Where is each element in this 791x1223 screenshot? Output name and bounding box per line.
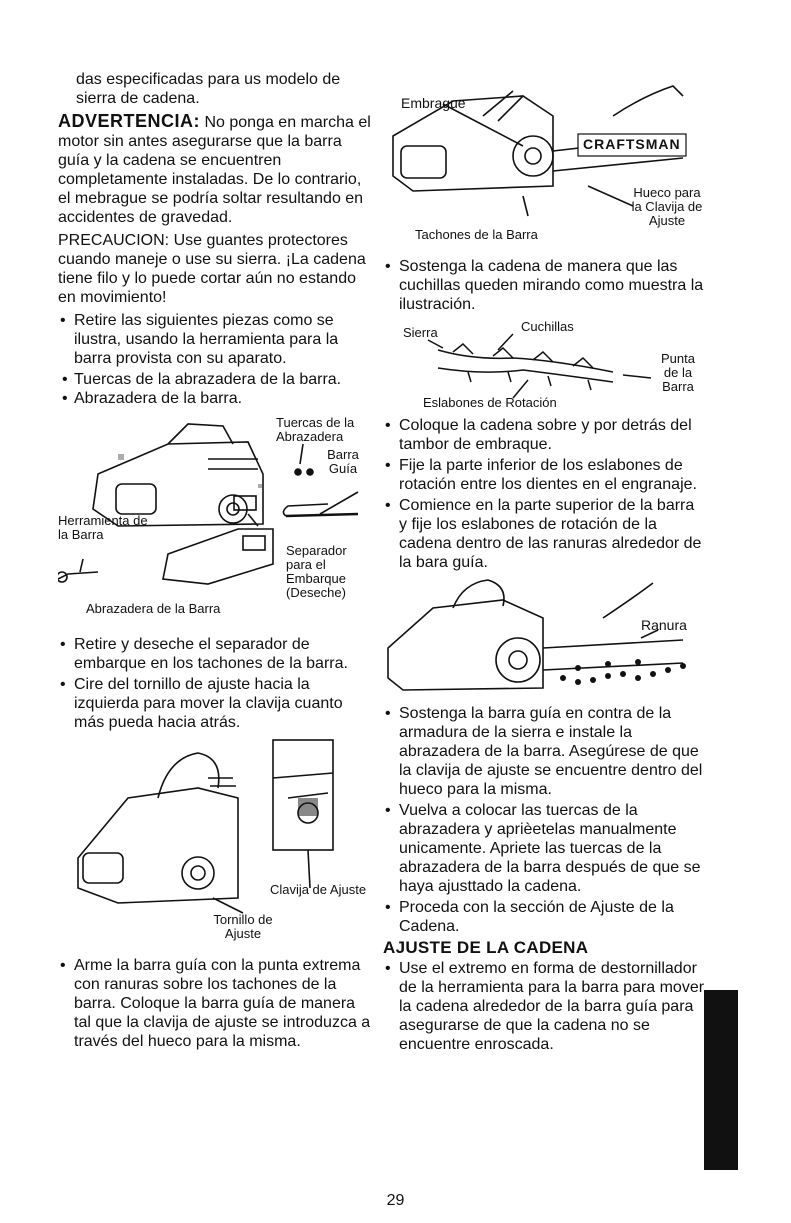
figure-remove-parts	[58, 414, 376, 629]
label-abrazadera: Abrazadera de la Barra	[86, 601, 221, 616]
intro-text: das especificadas para us modelo de sierra de cadena.	[76, 71, 341, 107]
step-coloque-cadena: • Coloque la cadena sobre y por detrás del tambor de embraque.	[383, 416, 705, 454]
label-clavija: Clavija de Ajuste	[269, 882, 367, 897]
label-embrague: Embrague	[401, 95, 466, 111]
step-arme-barra: • Arme la barra guía con la punta extrema con ranuras sobre los tachones de la barra. Coloque la barra guía de manera tal que la clavija de ajuste se introduzca a través del hueco para la misma.	[58, 956, 376, 1051]
section-title-ajuste: AJUSTE DE LA CADENA	[383, 938, 589, 957]
step-tornillo-ajuste: • Cire del tornillo de ajuste hacia la izquierda para mover la clavija cuanto más pueda hacia atrás.	[58, 675, 376, 732]
step-retire-piezas: • Retire las siguientes piezas como se ilustra, usando la herramienta para la barra provista con su aparato.	[58, 311, 376, 368]
label-herramienta: Herramienta de la Barra	[58, 513, 148, 542]
label-ranura: Ranura	[641, 617, 687, 633]
sub-tuercas: • Tuercas de la abrazadera de la barra.	[58, 370, 376, 389]
label-tuercas: Tuercas de la Abrazadera	[276, 415, 355, 444]
chapter-tab-marker	[704, 990, 738, 1170]
figure-adjust-screw	[58, 738, 376, 950]
figure-chain-links	[383, 320, 705, 410]
right-column	[383, 76, 705, 1056]
advertencia-title: ADVERTENCIA:	[58, 111, 201, 131]
page-number: 29	[386, 1192, 405, 1209]
step-sostenga-cadena: • Sostenga la cadena de manera que las cuchillas queden mirando como muestra la ilustración.	[383, 257, 705, 314]
label-barra-guia: Barra Guía	[327, 447, 359, 476]
sub-abrazadera: • Abrazadera de la barra.	[58, 389, 376, 408]
label-hueco: Hueco para la Clavija de Ajuste	[631, 185, 703, 228]
step-deseche-separador: • Retire y deseche el separador de embarque en los tachones de la barra.	[58, 635, 376, 673]
label-separador: Separador para el Embarque (Deseche)	[286, 543, 347, 600]
step-comience-superior: • Comience en la parte superior de la barra y fije los eslabones de rotación de la cadena dentro de las ranuras alrededor de la bara guía.	[383, 496, 705, 572]
groove-illustration	[383, 578, 705, 698]
step-sostenga-barra: • Sostenga la barra guía en contra de la armadura de la sierra e instale la abrazadera de la barra. Asegúrese de que la clavija de ajuste se encuentre dentro del hueco para la misma.	[383, 704, 705, 799]
label-tachones: Tachones de la Barra	[415, 227, 538, 242]
figure-clutch	[383, 76, 705, 251]
left-column	[58, 70, 376, 1053]
label-eslabones: Eslabones de Rotación	[423, 395, 557, 410]
brand-logo: CRAFTSMAN	[583, 136, 681, 152]
step-fije-inferior: • Fije la parte inferior de los eslabones de rotación entre los dientes en el engranaje.	[383, 456, 705, 494]
step-proceda: • Proceda con la sección de Ajuste de la Cadena.	[383, 898, 705, 936]
step-destornillador: • Use el extremo en forma de destornillador de la herramienta para la barra para mover la cadena alrededor de la barra guía para asegurarse de que la cadena no se encuentre enroscada.	[383, 959, 705, 1054]
label-cuchillas: Cuchillas	[521, 319, 574, 334]
figure-groove	[383, 578, 705, 698]
label-tornillo: Tornillo de Ajuste	[213, 912, 273, 941]
advertencia-text: No ponga en marcha el motor sin antes asegurarse que la barra guía y la cadena se encuentren completamente instaladas. De lo contrario, el mebrague se podría soltar resultando en accidentes de gravedad.	[58, 114, 371, 226]
advertencia-paragraph	[58, 112, 376, 227]
precaucion-text: PRECAUCION: Use guantes protectores cuando maneje o use su sierra. ¡La cadena tiene filo y lo puede cortar aún no estando en movimiento!	[58, 232, 366, 306]
label-sierra: Sierra	[403, 325, 438, 340]
label-punta: Punta de la Barra	[661, 351, 695, 394]
step-vuelva-colocar: • Vuelva a colocar las tuercas de la abrazadera y aprièetelas manualmente unicamente. Apriete las tuercas de la abrazadera de la barra después de que se haya ajusttado la cadena.	[383, 801, 705, 896]
